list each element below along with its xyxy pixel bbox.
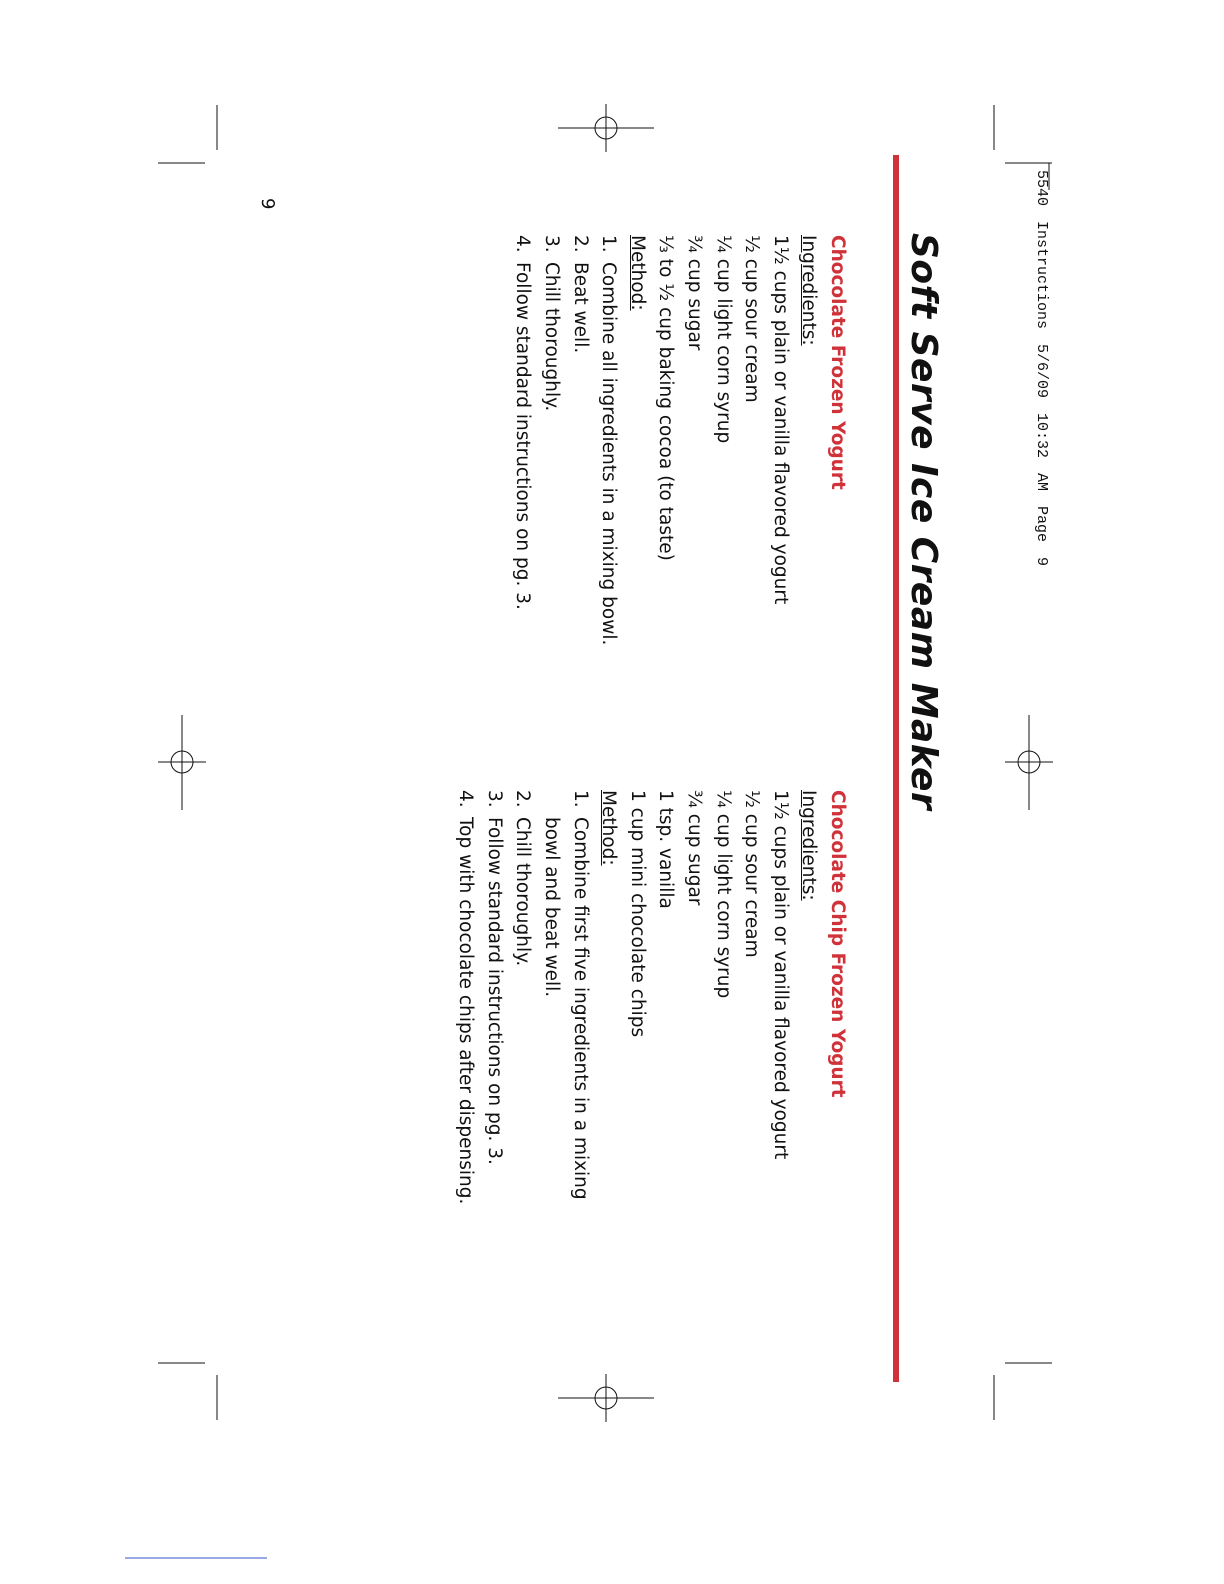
method-step (508, 235, 537, 645)
step-text: Beat well. (569, 262, 591, 354)
title-rule (893, 155, 899, 1382)
ingredient: ¼ cup light corn syrup (712, 790, 734, 999)
page-title: Soft Serve Ice Cream Maker (903, 233, 944, 811)
step-text: Follow standard instructions on pg. 3. (512, 262, 534, 610)
recipe-heading: Chocolate Chip Frozen Yogurt (827, 790, 848, 1098)
step-text: Combine first five ingredients in a mixing bowl and beat well. (541, 817, 591, 1200)
recipe-chocolate-chip-frozen-yogurt (451, 790, 851, 1215)
method-step (565, 235, 594, 645)
step-number: 4. (512, 235, 534, 253)
page-number: 9 (257, 198, 278, 210)
step-text: Chill thoroughly. (512, 817, 534, 967)
method-label: Method: (598, 790, 620, 866)
step-text: Chill thoroughly. (541, 262, 563, 412)
recipe-heading: Chocolate Frozen Yogurt (827, 235, 848, 490)
ingredients-label: Ingredients: (798, 235, 820, 346)
step-number: 1. (598, 235, 620, 253)
ingredient: 1 tsp. vanilla (655, 790, 677, 909)
step-number: 3. (541, 235, 563, 253)
method-step (536, 235, 565, 645)
step-number: 3. (483, 790, 505, 808)
step-number: 2. (512, 790, 534, 808)
print-slug: 5540 Instructions 5/6/09 10:32 AM Page 9 (1033, 170, 1050, 567)
ingredient: ⅓ to ½ cup baking cocoa (to taste) (655, 235, 677, 561)
step-text: Follow standard instructions on pg. 3. (483, 817, 505, 1165)
method-step (594, 235, 623, 645)
method-label: Method: (626, 235, 648, 311)
step-number: 2. (569, 235, 591, 253)
step-text: Combine all ingredients in a mixing bowl. (598, 262, 620, 646)
step-number: 4. (455, 790, 477, 808)
step-number: 1. (569, 790, 591, 808)
recipe-chocolate-frozen-yogurt (508, 235, 851, 645)
ingredients-label: Ingredients: (798, 790, 820, 901)
ingredient: ½ cup sour cream (741, 235, 763, 403)
method-step (508, 790, 537, 1215)
ingredient: ¼ cup light corn syrup (712, 235, 734, 444)
ingredient: ¾ cup sugar (684, 235, 706, 351)
step-text: Top with chocolate chips after dispensing. (455, 817, 477, 1205)
ingredient: 1 cup mini chocolate chips (626, 790, 648, 1038)
method-step (536, 790, 593, 1215)
ingredient: ½ cup sour cream (741, 790, 763, 958)
method-step (451, 790, 480, 1215)
ingredient: 1½ cups plain or vanilla flavored yogurt (769, 790, 791, 1160)
ingredient: 1½ cups plain or vanilla flavored yogurt (769, 235, 791, 605)
ingredient: ¾ cup sugar (684, 790, 706, 906)
method-step (479, 790, 508, 1215)
